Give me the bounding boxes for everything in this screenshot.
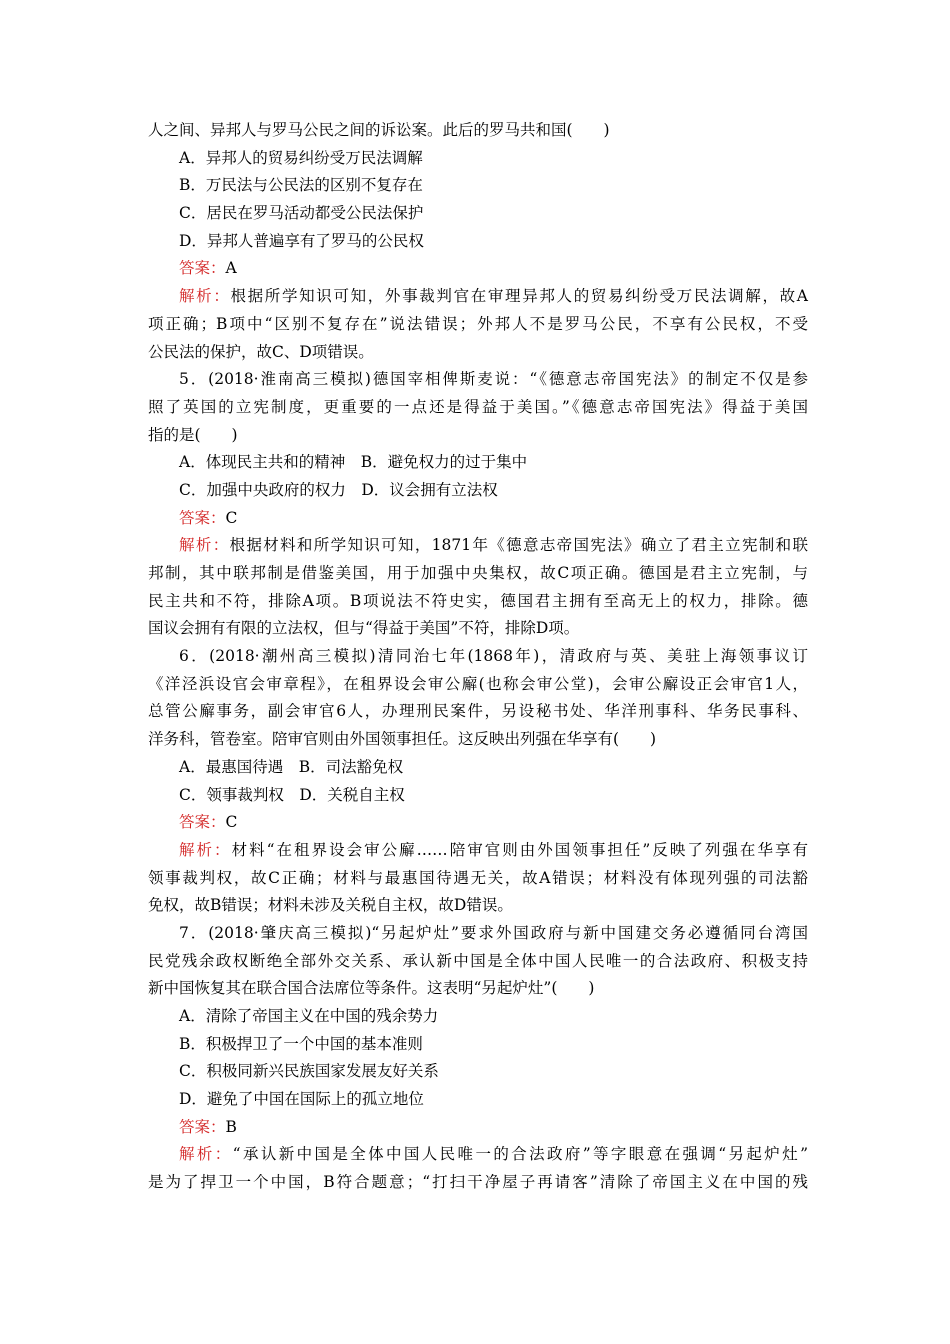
q6-analysis-line-2: 领事裁判权，故C正确；材料与最惠国待遇无关，故A错误；材料没有体现列强的司法豁 — [148, 868, 808, 887]
q7-stem-line-3: 新中国恢复其在联合国合法席位等条件。这表明“另起炉灶”( ) — [148, 979, 595, 998]
q7-option-a: A．清除了帝国主义在中国的残余势力 — [179, 1007, 439, 1025]
q7-option-c: C．积极同新兴民族国家发展友好关系 — [179, 1062, 439, 1081]
q7-analysis-line-1: 解析：“承认新中国是全体中国人民唯一的合法政府”等字眼意在强调“另起炉灶” — [179, 1145, 808, 1164]
q4-option-b: B．万民法与公民法的区别不复存在 — [179, 176, 423, 195]
q6-stem-line-1: 6．(2018·潮州高三模拟)清同治七年(1868年)，清政府与英、美驻上海领事议订 — [179, 647, 808, 666]
analysis-label: 解析： — [179, 1145, 233, 1164]
q5-stem-line-3: 指的是( ) — [148, 425, 238, 444]
answer-label: 答案： — [179, 813, 226, 832]
answer-label: 答案： — [179, 259, 226, 278]
q7-option-b: B．积极捍卫了一个中国的基本准则 — [179, 1034, 423, 1053]
answer-value: C — [225, 508, 238, 527]
q4-answer — [148, 255, 808, 283]
q6-options-row-1: A．最惠国待遇 B．司法豁免权 — [179, 757, 404, 776]
q4-stem-line: 人之间、异邦人与罗马公民之间的诉讼案。此后的罗马共和国( ) — [148, 121, 610, 139]
q4-analysis-line-3: 公民法的保护，故C、D项错误。 — [148, 342, 374, 361]
q7-option-d: D．避免了中国在国际上的孤立地位 — [179, 1090, 424, 1109]
q4-option-a: A．异邦人的贸易纠纷受万民法调解 — [179, 148, 423, 167]
q6-stem-line-4: 洋务科，管卷室。陪审官则由外国领事担任。这反映出列强在华享有( ) — [148, 730, 657, 749]
analysis-label: 解析： — [179, 287, 231, 306]
answer-value: A — [225, 259, 237, 278]
q7-stem-line-2: 民党残余政权断绝全部外交关系、承认新中国是全体中国人民唯一的合法政府、积极支持 — [148, 951, 808, 970]
answer-label: 答案： — [179, 1117, 226, 1136]
q5-options-row-2: C．加强中央政府的权力 D．议会拥有立法权 — [179, 480, 498, 499]
question-content — [148, 117, 808, 1197]
q4-option-c: C．居民在罗马活动都受公民法保护 — [179, 204, 424, 223]
q5-analysis-line-2: 邦制，其中联邦制是借鉴美国，用于加强中央集权，故C项正确。德国是君主立宪制，与 — [148, 564, 808, 582]
q5-answer — [148, 505, 808, 533]
q4-analysis-line-2: 项正确；B项中“区别不复存在”说法错误；外邦人不是罗马公民，不享有公民权，不受 — [148, 314, 808, 333]
q5-options-row-1: A．体现民主共和的精神 B．避免权力的过于集中 — [179, 453, 528, 472]
q6-options-row-2: C．领事裁判权 D．关税自主权 — [179, 785, 405, 804]
q7-analysis-line-2: 是为了捍卫一个中国，B符合题意；“打扫干净屋子再请客”清除了帝国主义在中国的残 — [148, 1173, 808, 1192]
q4-option-d: D．异邦人普遍享有了罗马的公民权 — [179, 231, 424, 250]
q6-stem-line-2: 《洋泾浜设官会审章程》，在租界设会审公廨(也称会审公堂)，会审公廨设正会审官1人， — [148, 674, 808, 693]
q6-analysis-line-1: 解析：材料“在租界设会审公廨……陪审官则由外国领事担任”反映了列强在华享有 — [179, 840, 808, 859]
q7-stem-line-1: 7．(2018·肇庆高三模拟)“另起炉灶”要求外国政府与新中国建交务必遵循同台湾国 — [179, 923, 808, 942]
q5-stem-line-2: 照了英国的立宪制度，更重要的一点还是得益于美国。”《德意志帝国宪法》得益于美国 — [148, 397, 808, 416]
q7-answer — [148, 1114, 808, 1142]
answer-value: B — [225, 1117, 237, 1136]
q5-analysis-line-4: 国议会拥有有限的立法权，但与“得益于美国”不符，排除D项。 — [148, 619, 580, 638]
analysis-label: 解析： — [179, 536, 230, 555]
q5-stem-line-1: 5．(2018·淮南高三模拟)德国宰相俾斯麦说：“《德意志帝国宪法》的制定不仅是参 — [179, 370, 808, 389]
q6-stem-line-3: 总管公廨事务，副会审官6人，办理刑民案件，另设秘书处、华洋刑事科、华务民事科、 — [148, 702, 808, 721]
q4-analysis-line-1: 解析：根据所学知识可知，外事裁判官在审理异邦人的贸易纠纷受万民法调解，故A — [179, 287, 808, 306]
analysis-label: 解析： — [179, 840, 232, 859]
q6-analysis-line-3: 免权，故B错误；材料未涉及关税自主权，故D错误。 — [148, 896, 513, 915]
answer-value: C — [225, 813, 238, 832]
q6-answer — [148, 809, 808, 837]
answer-label: 答案： — [179, 508, 226, 527]
q5-analysis-line-3: 民主共和不符，排除A项。B项说法不符史实，德国君主拥有至高无上的权力，排除。德 — [148, 591, 808, 610]
q5-analysis-line-1: 解析：根据材料和所学知识可知，1871年《德意志帝国宪法》确立了君主立宪制和联 — [179, 536, 808, 555]
